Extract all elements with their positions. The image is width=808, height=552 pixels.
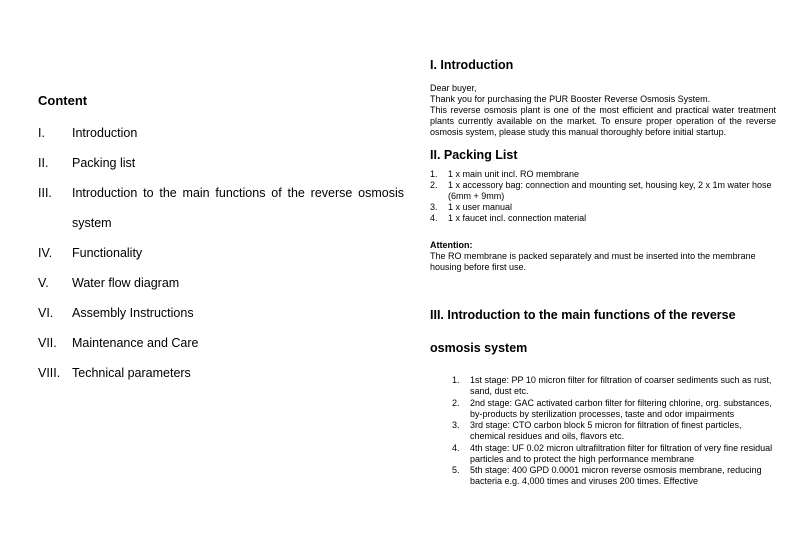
toc-item-label: Water flow diagram bbox=[72, 276, 180, 290]
stage-item-number: 3. bbox=[452, 420, 460, 430]
main-functions-heading bbox=[430, 299, 776, 365]
toc-item-assembly-instructions bbox=[38, 298, 404, 328]
packing-item-text: 1 x accessory bag: connection and mounting set, housing key, 2 x 1m water hose (6mm + 9mm) bbox=[448, 180, 772, 201]
packing-item-number: 4. bbox=[430, 213, 438, 223]
packing-item-number: 3. bbox=[430, 202, 438, 212]
packing-item-text: 1 x user manual bbox=[448, 202, 513, 212]
attention-note bbox=[430, 240, 776, 273]
stage-item-number: 5. bbox=[452, 465, 460, 475]
packing-item bbox=[430, 202, 776, 213]
toc-item-packing-list bbox=[38, 148, 404, 178]
stage-item-text: 1st stage: PP 10 micron filter for filtration of coarser sediments such as rust, sand, dust etc. bbox=[470, 375, 772, 396]
toc-item-numeral: I. bbox=[38, 126, 45, 140]
toc-item-main-functions bbox=[38, 178, 404, 238]
toc-item-numeral: VIII. bbox=[38, 366, 61, 380]
stage-item bbox=[452, 443, 776, 465]
toc-page bbox=[38, 92, 404, 388]
toc-item-numeral: VI. bbox=[38, 306, 54, 320]
toc-item-label: Assembly Instructions bbox=[72, 306, 194, 320]
packing-list-heading: II. Packing List bbox=[430, 148, 518, 162]
toc-list bbox=[38, 118, 404, 388]
stage-item bbox=[452, 465, 776, 487]
toc-item-functionality bbox=[38, 238, 404, 268]
introduction-text bbox=[430, 83, 776, 138]
stage-item-text: 3rd stage: CTO carbon block 5 micron for filtration of finest particles, chemical residues and oils, flavors etc. bbox=[470, 420, 742, 441]
toc-item-water-flow-diagram bbox=[38, 268, 404, 298]
main-functions-heading-line2: osmosis system bbox=[430, 341, 528, 355]
packing-item bbox=[430, 169, 776, 180]
packing-item bbox=[430, 213, 776, 224]
toc-item-label: Introduction to the main functions of the reverse osmosis system bbox=[72, 186, 404, 230]
stage-item bbox=[452, 398, 776, 420]
thank-you-line: Thank you for purchasing the PUR Booster Reverse Osmosis System. bbox=[430, 94, 711, 104]
content-page bbox=[430, 58, 776, 488]
toc-item-label: Maintenance and Care bbox=[72, 336, 199, 350]
toc-item-introduction bbox=[38, 118, 404, 148]
toc-item-maintenance-and-care bbox=[38, 328, 404, 358]
stage-item-number: 2. bbox=[452, 397, 460, 408]
toc-item-numeral: VII. bbox=[38, 336, 57, 350]
filter-stages-list bbox=[452, 375, 776, 487]
toc-item-label: Technical parameters bbox=[72, 366, 191, 380]
toc-item-numeral: III. bbox=[38, 186, 52, 200]
packing-item-number: 2. bbox=[430, 180, 438, 190]
stage-item-number: 1. bbox=[452, 375, 460, 385]
toc-title: Content bbox=[38, 93, 88, 108]
toc-item-numeral: IV. bbox=[38, 246, 53, 260]
main-functions-heading-line1: III. Introduction to the main functions of the reverse bbox=[430, 308, 736, 322]
stage-item-number: 4. bbox=[452, 442, 460, 453]
packing-item-number: 1. bbox=[430, 169, 438, 179]
toc-item-label: Introduction bbox=[72, 126, 138, 140]
toc-item-numeral: II. bbox=[38, 156, 49, 170]
introduction-heading: I. Introduction bbox=[430, 58, 514, 72]
packing-list bbox=[430, 169, 776, 224]
toc-item-label: Functionality bbox=[72, 246, 143, 260]
packing-item-text: 1 x main unit incl. RO membrane bbox=[448, 169, 580, 179]
attention-label: Attention: bbox=[430, 240, 473, 250]
salutation: Dear buyer, bbox=[430, 83, 477, 93]
introduction-paragraph: This reverse osmosis plant is one of the most efficient and practical water treatment plants currently available on the market. To ensure proper operation of the reverse osmosis system, please study this manual thoroughly before initial startup. bbox=[430, 105, 776, 137]
stage-item-text: 4th stage: UF 0.02 micron ultrafiltration filter for filtration of very fine residual particles and to protect the high performance membrane bbox=[470, 442, 773, 464]
packing-item bbox=[430, 180, 776, 202]
stage-item bbox=[452, 375, 776, 397]
attention-text: The RO membrane is packed separately and must be inserted into the membrane housing before first use. bbox=[430, 251, 756, 272]
stage-item bbox=[452, 420, 776, 442]
stage-item-text: 5th stage: 400 GPD 0.0001 micron reverse osmosis membrane, reducing bacteria e.g. 4,000 times and viruses 200 times. Effective bbox=[470, 465, 762, 486]
toc-item-technical-parameters bbox=[38, 358, 404, 388]
toc-item-label: Packing list bbox=[72, 156, 136, 170]
toc-item-numeral: V. bbox=[38, 276, 49, 290]
packing-item-text: 1 x faucet incl. connection material bbox=[448, 213, 587, 223]
stage-item-text: 2nd stage: GAC activated carbon filter for filtering chlorine, org. substances, by-products by sterilization processes, taste and odor impairments bbox=[470, 397, 772, 419]
